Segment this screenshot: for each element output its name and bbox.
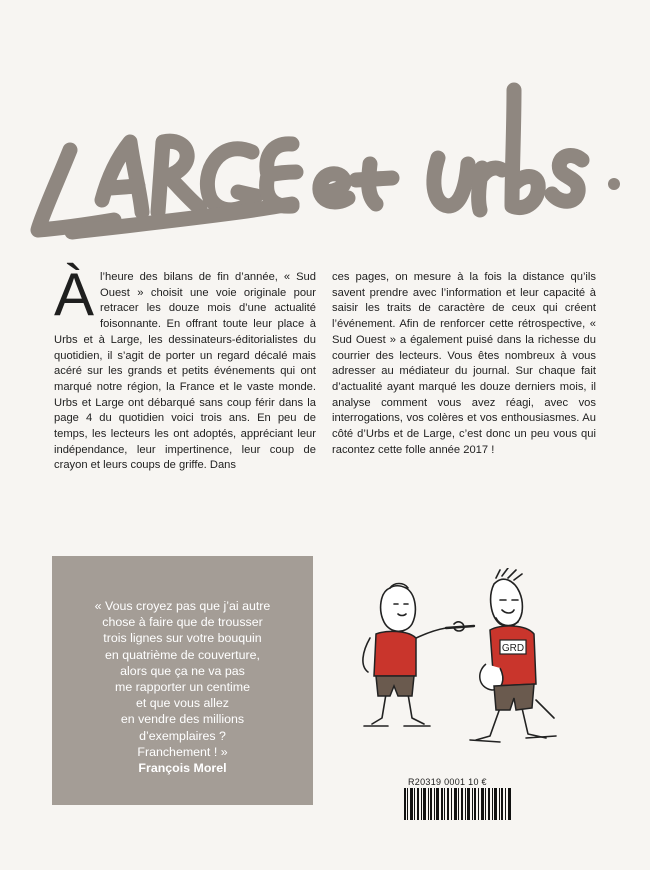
quote-line: « Vous croyez pas que j’ai autre [94,599,271,613]
quote-line: et que vous allez [136,696,229,711]
quote-line: me rapporter un centime [115,680,250,695]
barcode-label: R20319 0001 10 € [408,777,487,787]
intro-column-1 [54,261,316,474]
barcode [404,788,512,820]
quote-line: alors que ça ne va pas [120,663,245,678]
quote-box [52,556,313,805]
intro-column-2: ces pages, on mesure à la fois la distance qu’ils savent prendre avec l’information et leur capacité à saisir les traits de caractère de ceux qui créent l’événement. Afin de renforcer cette rétrospective, « Sud Ouest » a également puisé dans la richesse du courrier des lecteurs. Vous êtes nombreux à vous adresser au médiateur du journal. Sur chaque fait d’actualité ayant marqué les douze derniers mois, il analyse comment vous avez réagi, avec vos interrogations, vos colères et vos enthousiasmes. Au côté d’Urbs et de Large, c’est donc un peu vous qui racontez cette folle année 2017 ! [332,271,596,456]
cartoon-illustration [350,568,582,753]
quote-line: chose à faire que de trousser [102,615,263,630]
quote-line: Franchement ! » [137,744,228,759]
quote-line: trois lignes sur votre bouquin [103,631,262,646]
shirt-sign: GRD [501,643,525,654]
quote-line: d’exemplaires ? [139,728,226,743]
quote-line: en quatrième de couverture, [105,647,260,662]
title-text: LARGEetUrbs [30,80,37,81]
cover-title [30,80,630,250]
drop-cap: À [54,261,95,328]
quote-author: François Morel [138,761,227,776]
quote-text [62,598,303,776]
quote-line: en vendre des millions [120,712,245,727]
intro-text-1: l’heure des bilans de fin d’année, « Sud Ouest » choisit une voie originale pour retracer les douze mois d’une actualité foisonnante. En offrant toute leur place à Urbs et à Large, les dessinateurs-éditorialistes du quotidien, il s’agit de porter un regard décalé mais acéré sur les grands et petits événements qui ont marqué notre région, la France et le vaste monde. Urbs et Large ont débarqué sans coup férir dans la page 4 du quotidien voici trois ans. En peu de temps, les lecteurs les ont adoptés, appréciant leur indépendance, leur impertinence, leur coup de crayon et leurs coups de griffe. Dans [54,271,316,472]
